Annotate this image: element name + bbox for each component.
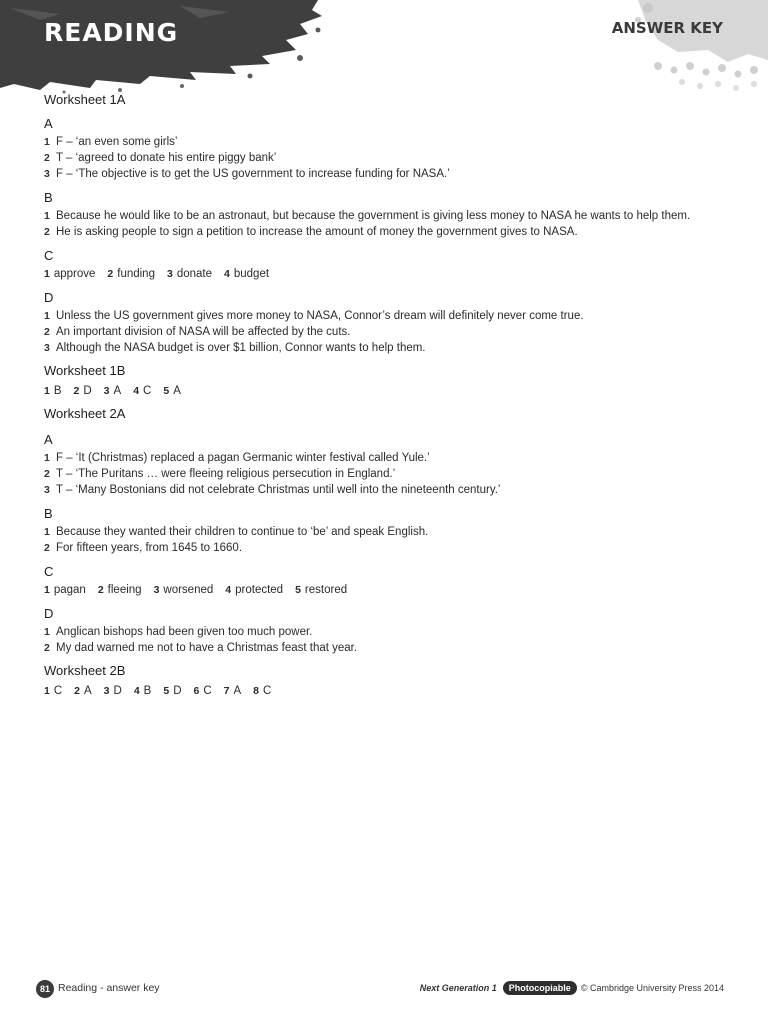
item-text: A [173,385,181,397]
item-number: 1 [44,685,50,697]
item-number: 2 [107,268,114,280]
inline-answer [194,685,212,697]
inline-answer [134,685,152,697]
item-number: 5 [163,685,170,697]
answer-item [44,524,734,540]
item-number: 3 [44,484,50,496]
item-number: 1 [44,210,50,222]
item-number: 1 [44,310,50,322]
inline-answer [133,385,151,397]
item-text: A [84,685,92,697]
item-number: 2 [44,542,50,554]
inline-answer [104,685,122,697]
answer-item [44,482,734,498]
answer-section [44,506,734,556]
item-number: 1 [44,452,50,464]
answer-item [44,150,734,166]
item-text: Unless the US government gives more money to NASA, Connor’s dream will definitely never come true. [56,310,584,322]
inline-answer [154,584,214,596]
inline-answer [44,385,62,397]
item-number: 2 [44,152,50,164]
item-text: B [143,685,152,697]
item-text: F – ‘It (Christmas) replaced a pagan Germanic winter festival called Yule.’ [56,452,430,464]
item-number: 3 [103,385,110,397]
item-number: 4 [224,268,230,280]
item-text: T – ‘Many Bostonians did not celebrate Christmas until well into the nineteenth century.’ [56,484,501,496]
answer-section [44,383,734,399]
item-number: 1 [44,136,50,148]
item-text: T – ‘The Puritans … were fleeing religious persecution in England.’ [56,468,396,480]
item-text: D [173,685,182,697]
item-text: A [233,685,242,697]
section-letter: C [44,248,54,263]
item-text: F – ‘The objective is to get the US government to increase funding for NASA.’ [56,168,450,180]
inline-answer [295,584,347,596]
inline-answer [74,685,92,697]
item-number: 2 [44,468,50,480]
item-number: 6 [193,685,200,697]
inline-answer [163,685,181,697]
item-number: 4 [133,385,140,397]
item-text: For fifteen years, from 1645 to 1660. [56,542,243,554]
item-text: C [263,685,272,697]
section-letter: D [44,606,54,621]
inline-answers [44,266,734,282]
item-text: C [53,685,63,697]
footer-section-label: Reading - answer key [58,982,160,994]
item-text: worsened [163,584,214,596]
inline-answer [104,385,122,397]
inline-answer [98,584,142,596]
item-number: 4 [133,685,140,697]
section-letter: A [44,116,53,131]
item-number: 1 [44,626,50,638]
worksheet-title: Worksheet 2B [44,663,126,678]
worksheet-title: Worksheet 2A [44,406,126,421]
item-text: protected [235,584,284,596]
item-number: 2 [44,642,50,654]
answer-section [44,432,734,498]
section-letter: B [44,190,53,205]
item-text: funding [117,268,155,280]
inline-answers [44,383,734,399]
item-number: 5 [295,584,301,596]
answer-item [44,624,734,640]
section-letter: D [44,290,54,305]
answer-item [44,450,734,466]
item-text: budget [233,268,270,280]
answer-section [44,290,734,356]
item-text: donate [176,268,213,280]
inline-answer [253,685,271,697]
item-number: 7 [223,685,230,697]
item-text: A [113,385,122,397]
item-number: 3 [153,584,160,596]
inline-answer [167,268,212,280]
worksheet-block [44,405,734,656]
inline-answer [44,685,62,697]
worksheet-block [44,362,734,399]
copyright-notice: © Cambridge University Press 2014 [580,983,724,993]
item-number: 3 [103,685,110,697]
answer-item [44,340,734,356]
item-number: 2 [44,226,50,238]
answer-item [44,166,734,182]
item-number: 1 [44,268,50,280]
section-title: READING [44,18,179,47]
reading-banner-graphic [0,0,330,95]
series-name: Next Generation 1 [419,983,497,993]
item-text: B [53,385,62,397]
item-text: C [143,385,152,397]
answer-section [44,564,734,598]
answer-key-label: ANSWER KEY [611,19,723,37]
answer-item [44,466,734,482]
answer-section [44,190,734,240]
item-number: 1 [44,526,50,538]
answer-item [44,308,734,324]
worksheet-block [44,91,734,356]
item-number: 2 [44,326,50,338]
item-text: D [83,385,92,397]
worksheet-block [44,662,734,699]
answer-item [44,208,734,224]
section-letter: C [44,564,54,579]
item-number: 8 [253,685,260,697]
inline-answers [44,582,734,598]
inline-answer [44,584,86,596]
item-text: Although the NASA budget is over $1 billion, Connor wants to help them. [56,342,426,354]
item-number: 1 [44,385,50,397]
item-number: 2 [74,685,80,697]
answer-section [44,248,734,282]
answer-section [44,116,734,182]
footer-credits [420,981,724,995]
inline-answer [224,268,269,280]
item-text: T – ‘agreed to donate his entire piggy bank’ [56,152,277,164]
answer-item [44,224,734,240]
inline-answer [224,685,242,697]
item-text: An important division of NASA will be affected by the cuts. [56,326,351,338]
item-text: F – ‘an even some girls’ [56,136,178,148]
worksheet-title: Worksheet 1B [44,363,126,378]
inline-answer [44,268,95,280]
inline-answers [44,683,734,699]
answer-key-graphic [618,0,768,95]
item-number: 3 [166,268,173,280]
answer-item [44,540,734,556]
inline-answer [163,385,181,397]
item-text: pagan [53,584,86,596]
answer-section [44,606,734,656]
inline-answer [225,584,283,596]
item-number: 1 [44,584,50,596]
item-text: Because they wanted their children to continue to ‘be’ and speak English. [56,526,429,538]
section-letter: B [44,506,53,521]
inline-answer [107,268,155,280]
item-text: approve [53,268,96,280]
answer-item [44,134,734,150]
item-text: fleeing [107,584,142,596]
inline-answer [74,385,92,397]
item-text: restored [304,584,348,596]
item-number: 4 [225,584,232,596]
item-number: 2 [73,385,80,397]
item-text: He is asking people to sign a petition to increase the amount of money the government gives to NASA. [56,226,578,238]
item-number: 3 [44,168,50,180]
item-text: D [113,685,122,697]
item-text: My dad warned me not to have a Christmas feast that year. [56,642,358,654]
answer-section [44,683,734,699]
answer-item [44,324,734,340]
item-text: Anglican bishops had been given too much power. [56,626,313,638]
section-letter: A [44,432,53,447]
page-footer [36,979,724,999]
item-number: 2 [97,584,104,596]
item-text: C [203,685,212,697]
photocopiable-badge: Photocopiable [503,981,577,995]
answer-content [44,91,734,699]
answer-item [44,640,734,656]
item-text: Because he would like to be an astronaut, but because the government is giving less money to NASA he wants to help them. [56,210,691,222]
page-number-badge: 81 [36,980,54,998]
item-number: 3 [44,342,50,354]
item-number: 5 [163,385,170,397]
worksheet-title: Worksheet 1A [44,92,126,107]
